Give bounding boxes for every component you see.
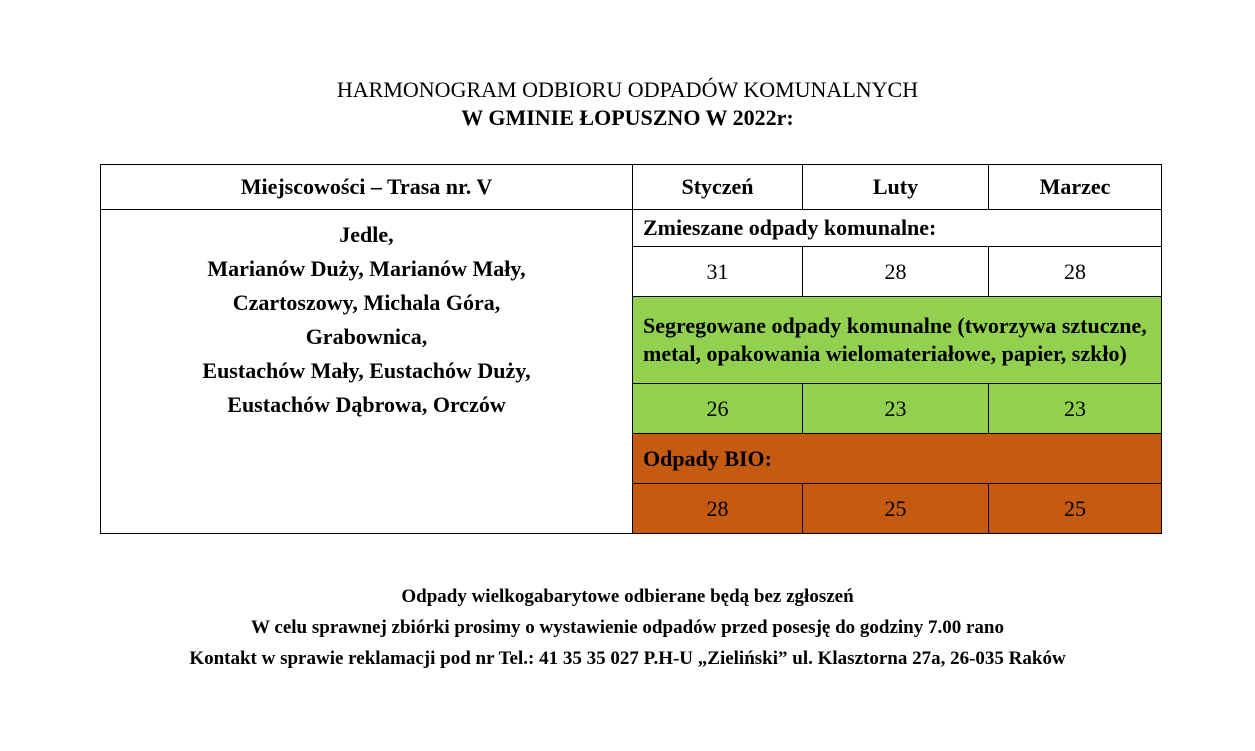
- segregated-waste-march: 23: [989, 384, 1162, 434]
- mixed-waste-label-row: [101, 210, 1162, 247]
- table-header-row: [101, 165, 1162, 210]
- mixed-waste-february: 28: [803, 247, 989, 297]
- header-month-february: Luty: [803, 165, 989, 210]
- segregated-waste-label: Segregowane odpady komunalne (tworzywa sztuczne, metal, opakowania wielomateriałowe, papier, szkło): [633, 297, 1162, 384]
- header-month-january: Styczeń: [633, 165, 803, 210]
- bulky-waste-note: Odpady wielkogabarytowe odbierane będą bez zgłoszeń: [401, 586, 854, 607]
- segregated-waste-february: 23: [803, 384, 989, 434]
- locations-cell: [101, 210, 633, 534]
- location-line: Eustachów Dąbrowa, Orczów: [227, 392, 506, 417]
- document-subtitle: W GMINIE ŁOPUSZNO W 2022r:: [461, 105, 794, 130]
- bio-waste-label: Odpady BIO:: [633, 434, 1162, 484]
- collection-time-note: W celu sprawnej zbiórki prosimy o wystawienie odpadów przed posesję do godziny 7.00 rano: [251, 617, 1004, 638]
- header-locations: Miejscowości – Trasa nr. V: [101, 165, 633, 210]
- segregated-waste-january: 26: [633, 384, 803, 434]
- location-line: Eustachów Mały, Eustachów Duży,: [202, 358, 531, 383]
- mixed-waste-label: Zmieszane odpady komunalne:: [633, 210, 1162, 247]
- location-line: Jedle,: [339, 222, 394, 247]
- contact-info: Kontakt w sprawie reklamacji pod nr Tel.: 41 35 35 027 P.H-U „Zieliński” ul. Klasztorna 27a, 26-035 Raków: [189, 648, 1066, 669]
- location-line: Czartoszowy, Michala Góra,: [232, 290, 501, 315]
- bio-waste-february: 25: [803, 484, 989, 534]
- mixed-waste-january: 31: [633, 247, 803, 297]
- schedule-table: [100, 164, 1162, 534]
- mixed-waste-march: 28: [989, 247, 1162, 297]
- location-line: Grabownica,: [305, 324, 428, 349]
- bio-waste-january: 28: [633, 484, 803, 534]
- document-title: HARMONOGRAM ODBIORU ODPADÓW KOMUNALNYCH: [336, 77, 919, 102]
- header-month-march: Marzec: [989, 165, 1162, 210]
- location-line: Marianów Duży, Marianów Mały,: [207, 256, 526, 281]
- bio-waste-march: 25: [989, 484, 1162, 534]
